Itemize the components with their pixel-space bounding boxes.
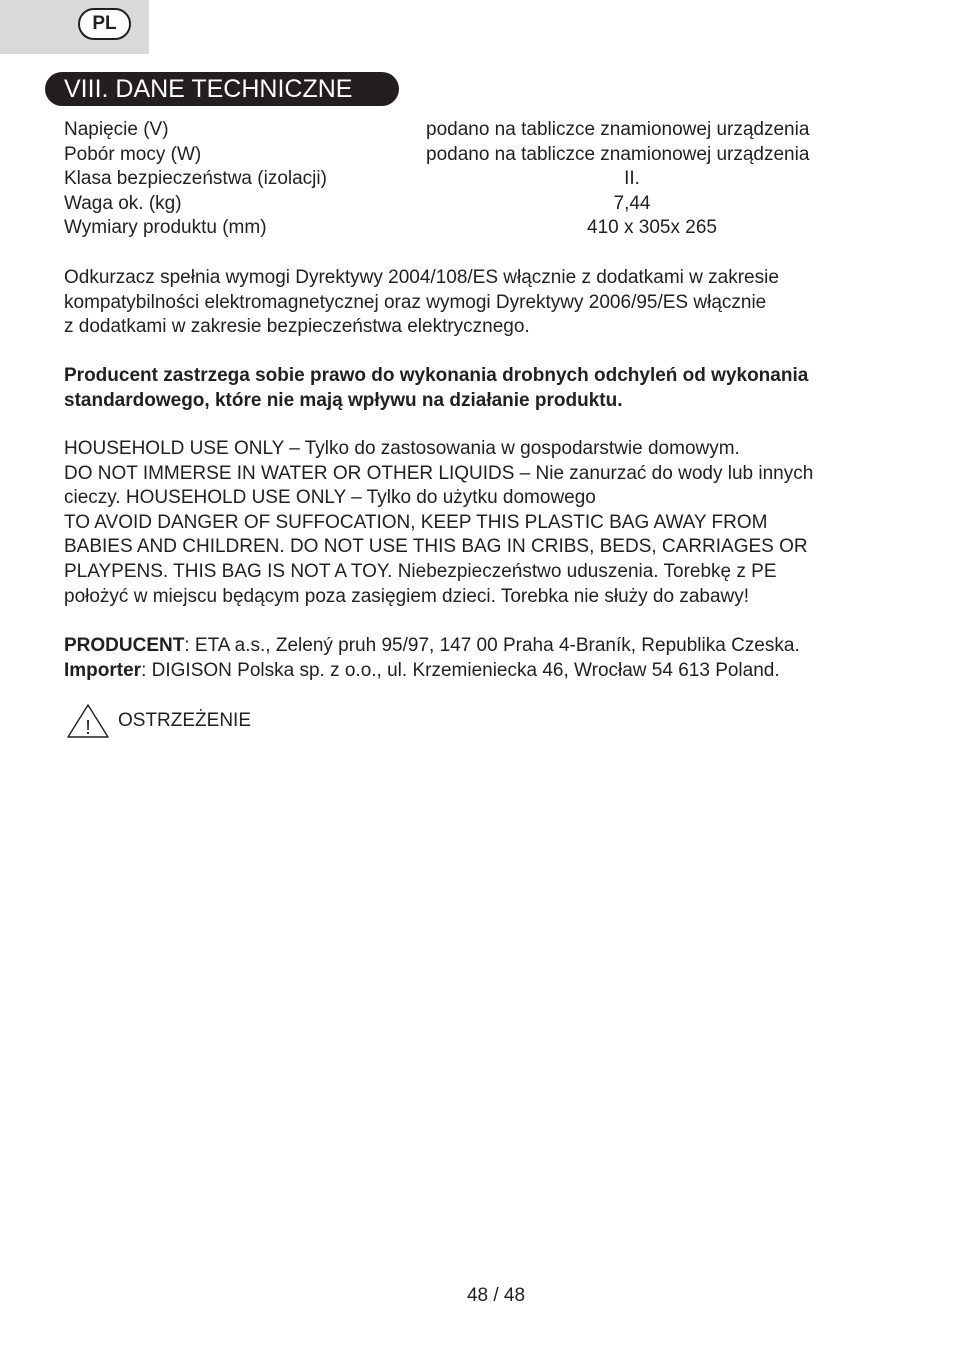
text-line: położyć w miejscu będącym poza zasięgiem dzieci. Torebka nie służy do zabawy! (64, 585, 750, 607)
text-line: BABIES AND CHILDREN. DO NOT USE THIS BAG IN CRIBS, BEDS, CARRIAGES OR (64, 536, 808, 558)
disclaimer-paragraph (64, 364, 884, 413)
spec-value: podano na tabliczce znamionowej urządzenia (426, 119, 810, 140)
text-line: standardowego, które nie mają wpływu na działanie produktu. (64, 389, 623, 411)
warning-label: OSTRZEŻENIE (118, 710, 252, 731)
spec-row (64, 192, 864, 217)
spec-value: 410 x 305x 265 (587, 217, 717, 239)
spec-row (64, 143, 864, 168)
text-line: cieczy. HOUSEHOLD USE ONLY – Tylko do użytku domowego (64, 487, 596, 509)
section-title: VIII. DANE TECHNICZNE (45, 72, 399, 106)
spec-table (64, 118, 864, 241)
language-badge: PL (78, 8, 131, 40)
page-number: 48 / 48 (466, 1285, 526, 1306)
warning-triangle-icon (66, 703, 110, 739)
producer-label: PRODUCENT (64, 635, 185, 656)
spec-value: II. (624, 168, 640, 190)
svg-text:!: ! (85, 717, 91, 739)
spec-label: Pobór mocy (W) (64, 143, 202, 165)
spec-label: Wymiary produktu (mm) (64, 217, 267, 239)
spec-value: podano na tabliczce znamionowej urządzenia (426, 143, 810, 165)
text-line: DO NOT IMMERSE IN WATER OR OTHER LIQUIDS – Nie zanurzać do wody lub innych (64, 462, 814, 484)
spec-label: Napięcie (V) (64, 119, 169, 140)
spec-label: Waga ok. (kg) (64, 192, 182, 214)
spec-row (64, 118, 864, 143)
spec-value: 7,44 (613, 192, 651, 214)
text-line: Odkurzacz spełnia wymogi Dyrektywy 2004/108/ES włącznie z dodatkami w zakresie (64, 267, 779, 288)
text-line: HOUSEHOLD USE ONLY – Tylko do zastosowania w gospodarstwie domowym. (64, 438, 740, 459)
text-line: z dodatkami w zakresie bezpieczeństwa elektrycznego. (64, 316, 530, 338)
importer-label: Importer (64, 659, 142, 681)
importer-text: : DIGISON Polska sp. z o.o., ul. Krzemieniecka 46, Wrocław 54 613 Poland. (141, 659, 780, 681)
text-line: Producent zastrzega sobie prawo do wykonania drobnych odchyleń od wykonania (64, 365, 809, 386)
spec-label: Klasa bezpieczeństwa (izolacji) (64, 168, 327, 190)
spec-row (64, 216, 864, 241)
directive-paragraph (64, 266, 884, 340)
language-tab (0, 0, 149, 54)
text-line: TO AVOID DANGER OF SUFFOCATION, KEEP THIS PLASTIC BAG AWAY FROM (64, 511, 768, 533)
text-line: PLAYPENS. THIS BAG IS NOT A TOY. Niebezpieczeństwo uduszenia. Torebkę z PE (64, 560, 777, 582)
producer-text: : ETA a.s., Zelený pruh 95/97, 147 00 Praha 4-Braník, Republika Czeska. (184, 635, 800, 656)
producer-line (64, 634, 884, 659)
spec-row (64, 167, 864, 192)
text-line: kompatybilności elektromagnetycznej oraz wymogi Dyrektywy 2006/95/ES włącznie (64, 291, 767, 313)
importer-line (64, 659, 884, 684)
safety-paragraph (64, 437, 884, 609)
producer-paragraph (64, 634, 884, 683)
